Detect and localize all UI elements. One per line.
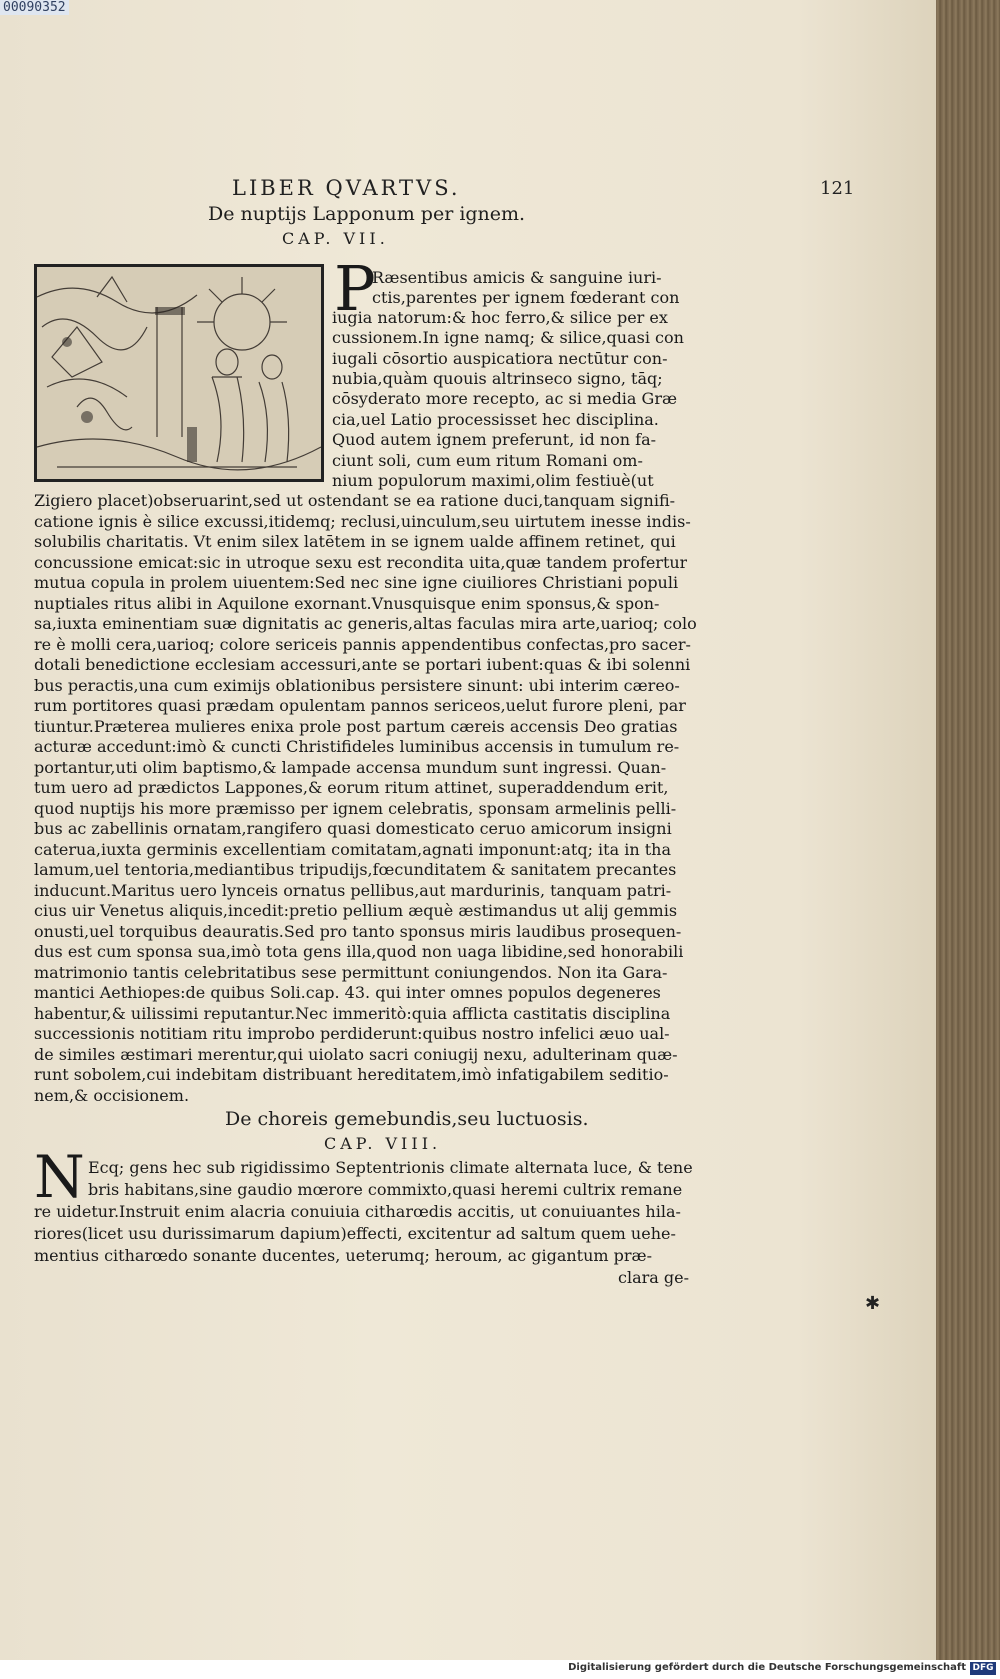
text-line: habentur,& uilissimi reputantur.Nec immeritò:quia afflicta castitatis disciplina [34,1004,671,1023]
text-line: nubia,quàm quouis altrinseco signo, tāq; [332,369,663,388]
text-line: quod nuptijs his more præmisso per ignem celebratis, sponsam armelinis pelli- [34,799,677,818]
text-line: dus est cum sponsa sua,imò tota gens illa,quod non uaga libidine,sed honorabili [34,942,684,961]
text-line: portantur,uti olim baptismo,& lampade accensa mundum sunt ingressi. Quan- [34,758,667,777]
text-line: cius uir Venetus aliquis,incedit:pretio pellium æquè æstimandus ut alij gemmis [34,901,678,920]
text-line: re uidetur.Instruit enim alacria conuiuia citharœdis accitis, ut conuiuantes hila- [34,1202,681,1221]
book-page-edges [936,0,1000,1660]
text-line: runt sobolem,cui indebitam distribuant hereditatem,imò infatigabilem seditio- [34,1065,669,1084]
catchword: clara ge- [618,1268,690,1287]
text-line: lamum,uel tentoria,mediantibus tripudijs,fœcunditatem & sanitatem precantes [34,860,677,879]
text-line: iugia natorum:& hoc ferro,& silice per ex [332,308,668,327]
chapter8-dropcap: N [34,1143,85,1211]
text-line: iugali cōsortio auspicatiora nectūtur con- [332,349,668,368]
woodcut-image-icon [37,267,321,479]
text-line: Ecq; gens hec sub rigidissimo Septentrionis climate alternata luce, & tene [88,1158,693,1177]
chapter8-number: CAP. VIII. [324,1134,442,1153]
text-line: mutua copula in prolem uiuentem:Sed nec sine igne ciuiliores Christiani populi [34,573,679,592]
text-line: ctis,parentes per ignem fœderant con [372,288,680,307]
folio-number: 121 [820,178,855,199]
woodcut-illustration [34,264,324,482]
text-line: riores(licet usu durissimarum dapium)effecti, excitentur ad saltum quem uehe- [34,1224,676,1243]
text-line: de similes æstimari merentur,qui uiolato sacri coniugij nexu, adulterinam quæ- [34,1045,678,1064]
chapter7-number: CAP. VII. [282,229,389,248]
text-line: concussione emicat:sic in utroque sexu est recondita uita,quæ tandem profertur [34,553,688,572]
text-line: nium populorum maximi,olim festiuè(ut [332,471,654,490]
text-line: onusti,uel torquibus deauratis.Sed pro tanto sponsus miris laudibus prosequen- [34,922,682,941]
footer-credit: Digitalisierung gefördert durch die Deutsche Forschungsgemeinschaft [568,1662,966,1673]
text-line: acturæ accedunt:imò & cuncti Christifideles luminibus accensis in tumulum re- [34,737,680,756]
scan-id-label: 00090352 [0,0,69,15]
asterisk-icon: ✱ [865,1293,881,1314]
text-line: solubilis charitatis. Vt enim silex latētem in se ignem ualde affinem retinet, qui [34,532,676,551]
chapter7-title: De nuptijs Lapponum per ignem. [208,203,526,225]
text-line: inducunt.Maritus uero lynceis ornatus pellibus,aut mardurinis, tanquam patri- [34,881,672,900]
text-line: nem,& occisionem. [34,1086,190,1105]
text-line: catione ignis è silice excussi,itidemq; reclusi,uinculum,seu uirtutem inesse indis- [34,512,691,531]
dfg-logo: DFG [970,1662,996,1675]
text-line: nuptiales ritus alibi in Aquilone exornant.Vnusquisque enim sponsus,& spon- [34,594,660,613]
text-line: matrimonio tantis celebritatibus sese permittunt coniungendos. Non ita Gara- [34,963,668,982]
text-line: bus peractis,una cum eximijs oblationibus persistere sinunt: ubi interim cæreo- [34,676,680,695]
text-line: rum portitores quasi prædam opulentam pannos sericeos,uelut furore pleni, par [34,696,686,715]
text-line: cia,uel Latio processisset hec disciplina. [332,410,659,429]
text-line: mantici Aethiopes:de quibus Soli.cap. 43. qui inter omnes populos degeneres [34,983,661,1002]
text-line: successionis notitiam ritu improbo perdiderunt:quibus nostro infelici æuo ual- [34,1024,670,1043]
footer-bar [0,1660,1000,1679]
text-line: ciunt soli, cum eum ritum Romani om- [332,451,643,470]
text-line: sa,iuxta eminentiam suæ dignitatis ac generis,altas faculas mira arte,uarioq; colo [34,614,697,633]
text-line: Ræsentibus amicis & sanguine iuri- [372,268,662,287]
text-line: cōsyderato more recepto, ac si media Græ [332,389,678,408]
text-line: bris habitans,sine gaudio mœrore commixto,quasi heremi cultrix remane [88,1180,683,1199]
running-head: LIBER QVARTVS. [232,176,461,200]
text-line: mentius citharœdo sonante ducentes, ueterumq; heroum, ac gigantum præ- [34,1246,652,1265]
text-line: Zigiero placet)obseruarint,sed ut ostendant se ea ratione duci,tanquam signifi- [34,491,676,510]
chapter8-title: De choreis gemebundis,seu luctuosis. [225,1108,589,1130]
text-line: Quod autem ignem preferunt, id non fa- [332,430,657,449]
text-line: tum uero ad prædictos Lappones,& eorum ritum attinet, superaddendum erit, [34,778,669,797]
text-line: dotali benedictione ecclesiam accessuri,ante se portari iubent:quas & ibi solenni [34,655,691,674]
text-line: bus ac zabellinis ornatam,rangifero quasi domesticato ceruo amicorum insigni [34,819,672,838]
text-line: re è molli cera,uarioq; colore sericeis pannis appendentibus confectas,pro sacer- [34,635,691,654]
text-line: tiuntur.Præterea mulieres enixa prole post partum cæreis accensis Deo gratias [34,717,678,736]
text-line: cussionem.In igne namq; & silice,quasi con [332,328,684,347]
text-line: caterua,iuxta germinis excellentiam comitatam,agnati imponunt:atq; ita in tha [34,840,671,859]
chapter7-dropcap: P [334,252,376,325]
